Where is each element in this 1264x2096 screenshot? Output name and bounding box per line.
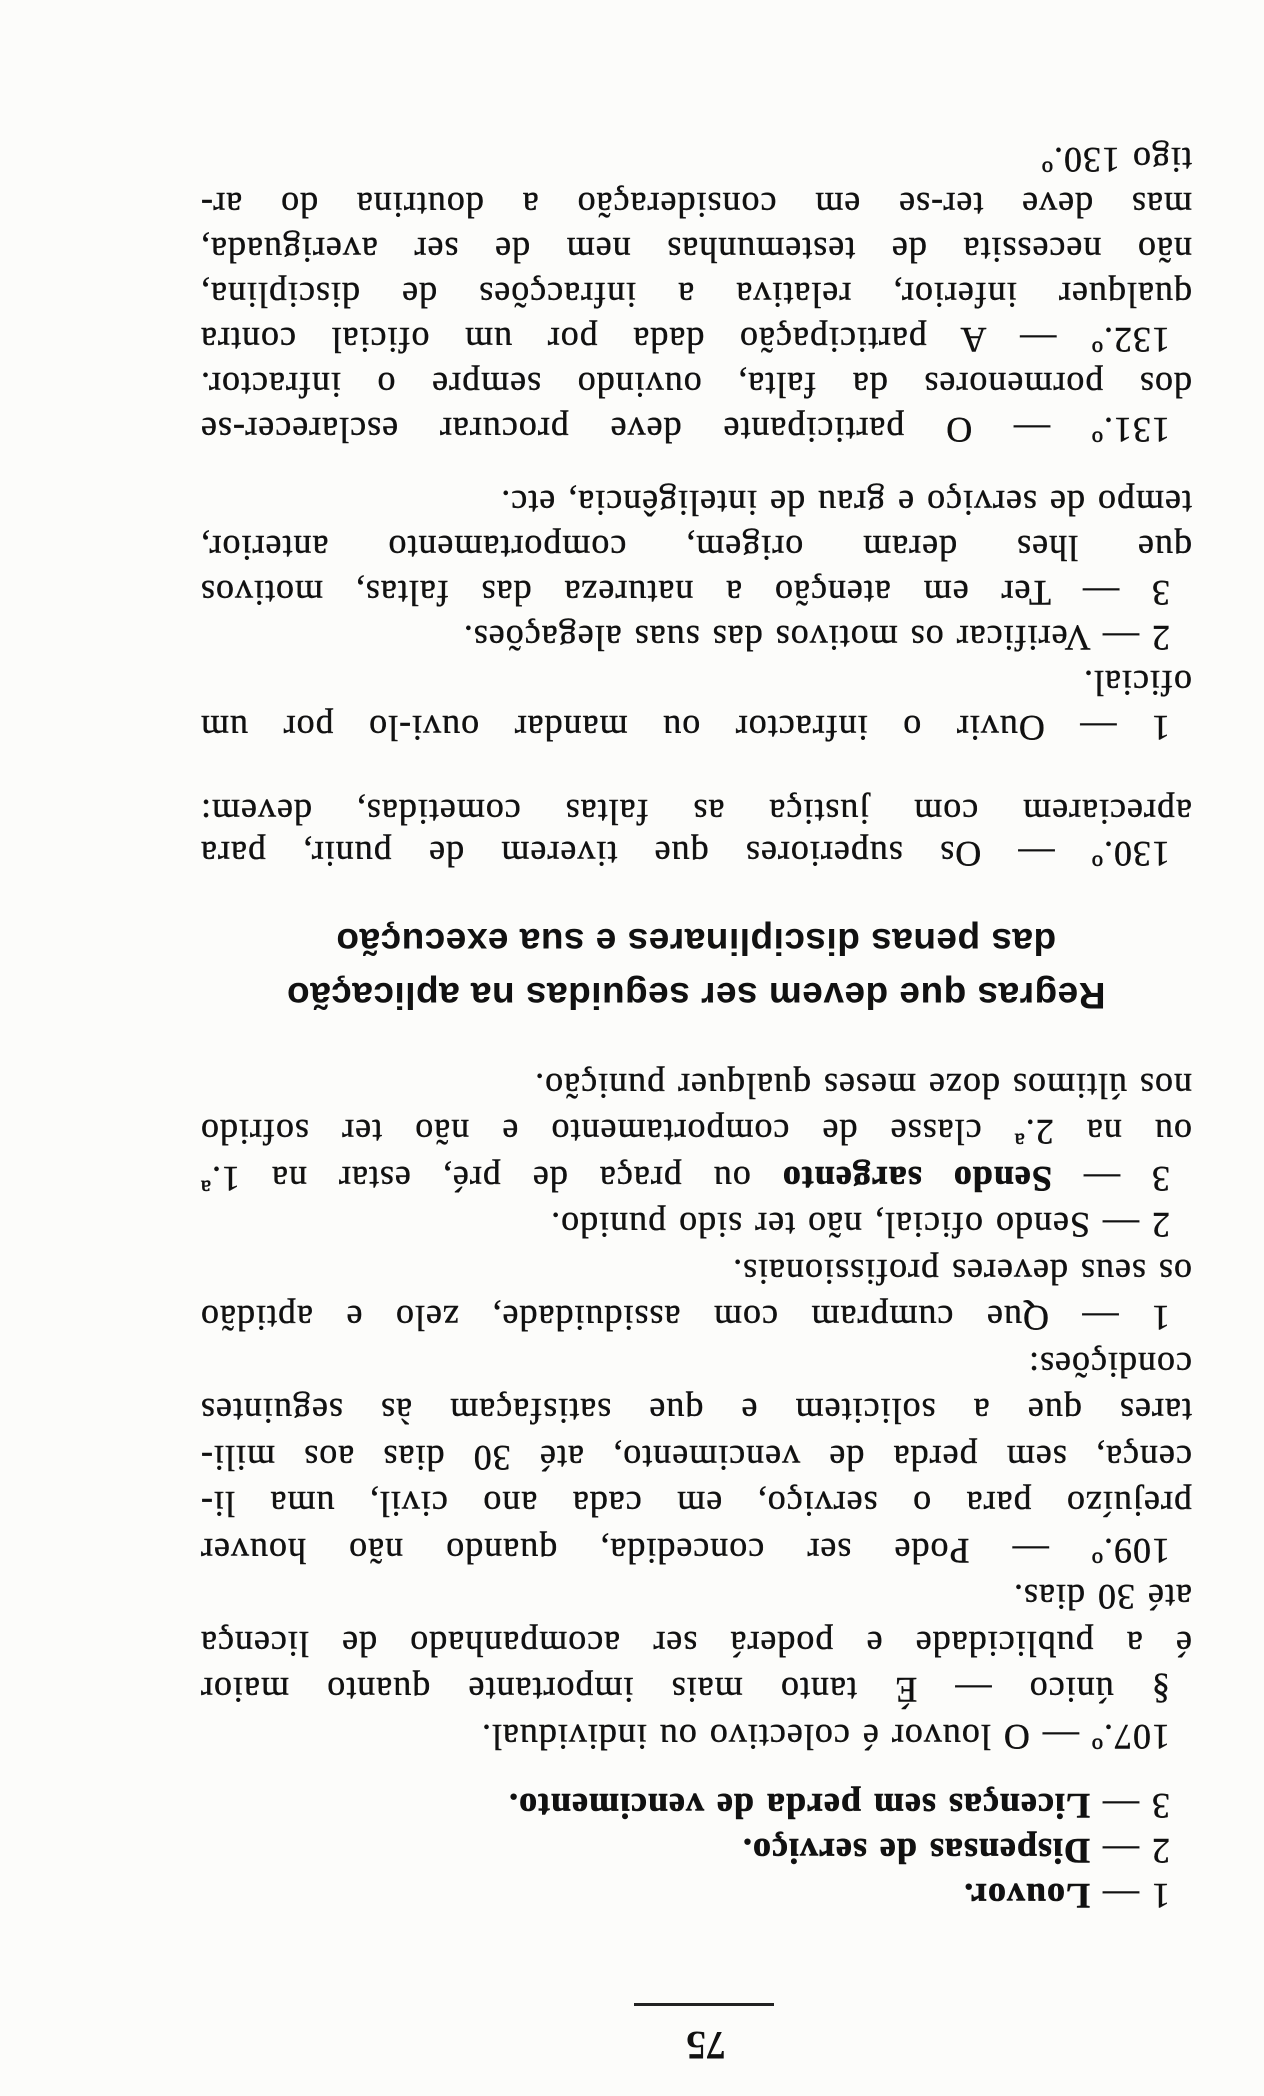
- text-line: nos últimos doze meses qualquer punição.: [534, 1066, 1192, 1106]
- bold-term: Sendo sargento: [781, 1159, 1052, 1199]
- text-line: tigo 130.º: [1040, 140, 1192, 180]
- text-line: 130.º — Os superiores que tiverem de punir, para: [200, 834, 1170, 874]
- item-number: 3 —: [1051, 1159, 1170, 1199]
- text-line: os seus deveres profissionais.: [732, 1252, 1192, 1292]
- bold-term: Dispensas de serviço.: [742, 1831, 1090, 1871]
- text-line: 1 — Que cumpram com assiduidade, zelo e aptidão: [200, 1298, 1170, 1339]
- text-line: até 30 dias.: [1013, 1577, 1192, 1618]
- reward-item: [200, 1783, 1192, 1828]
- text-span: ou praça de pré, estar na 1.ª: [200, 1159, 782, 1199]
- reward-item: [200, 1828, 1192, 1873]
- text-line: qualquer inferior, relativa a infracções de disciplina,: [200, 275, 1192, 315]
- text-line: tares que a solicitem e que satisfaçam às seguintes: [200, 1391, 1192, 1432]
- section-heading: [200, 914, 1192, 1022]
- text-line: 132.º — A participação dada por um oficial contra: [200, 320, 1170, 360]
- text-line: ou na 2.ª classe de comportamento e não ter sofrido: [200, 1112, 1192, 1153]
- reward-item: [200, 1873, 1192, 1918]
- text-line: tempo de serviço e grau de inteligência, etc.: [500, 483, 1192, 523]
- article-130-intro: [200, 791, 1192, 875]
- text-line: oficial.: [1083, 663, 1192, 703]
- bold-term: Louvor.: [963, 1876, 1090, 1916]
- text-line: 107.º — O louvor é colectivo ou individual.: [480, 1717, 1170, 1757]
- text-line: 3 — Ter em atenção a natureza das faltas, motivos: [200, 573, 1170, 613]
- articles-131-132: [200, 137, 1192, 452]
- heading-line: Regras que devem ser seguidas na aplicação: [286, 975, 1106, 1016]
- article-130-items: [200, 480, 1192, 750]
- text-line: não necessita de testemunhas nem de ser averiguada,: [200, 230, 1192, 270]
- text-line: que lhes deram origem, comportamento anterior,: [200, 528, 1192, 568]
- text-line: condições:: [1028, 1345, 1192, 1385]
- text-line: 2 — Sendo oficial, não ter sido punido.: [550, 1205, 1170, 1246]
- text-line: 1 — Ouvir o infractor ou mandar ouvi-lo por um: [200, 708, 1170, 748]
- text-line: apreciarem com justiça as faltas cometidas, devem:: [200, 792, 1192, 832]
- item-number: 2 —: [1090, 1831, 1170, 1871]
- articles-107-109: [200, 1063, 1192, 1761]
- rewards-list: [200, 1783, 1192, 1918]
- page-rule: [634, 2003, 774, 2006]
- text-line: [200, 1156, 1192, 1203]
- text-line: 131.º — O participante deve procurar esclarecer-se: [200, 410, 1170, 450]
- text-line: mas deve ter-se em consideração a doutrina do ar-: [200, 185, 1192, 225]
- page-number: 75: [686, 2023, 726, 2068]
- text-line: prejuízo para o serviço, em cada ano civil, uma li-: [200, 1484, 1192, 1525]
- text-line: é a publicidade e poderá ser acompanhado de licença: [200, 1624, 1192, 1664]
- item-number: 3 —: [1090, 1786, 1170, 1826]
- text-line: dos pormenores da falta, ouvindo sempre o infractor.: [200, 365, 1192, 405]
- heading-line: das penas disciplinares e sua execução: [335, 921, 1057, 962]
- text-line: 109.º — Pode ser concedida, quando não houver: [200, 1531, 1170, 1571]
- item-number: 1 —: [1090, 1876, 1170, 1916]
- text-line: § único — É tanto mais importante quanto maior: [200, 1670, 1170, 1711]
- text-line: cença, sem perda de vencimento, até 30 dias aos mili-: [200, 1438, 1192, 1478]
- bold-term: Licenças sem perda de vencimento.: [508, 1786, 1090, 1826]
- text-line: 2 — Verificar os motivos das suas alegações.: [462, 618, 1170, 658]
